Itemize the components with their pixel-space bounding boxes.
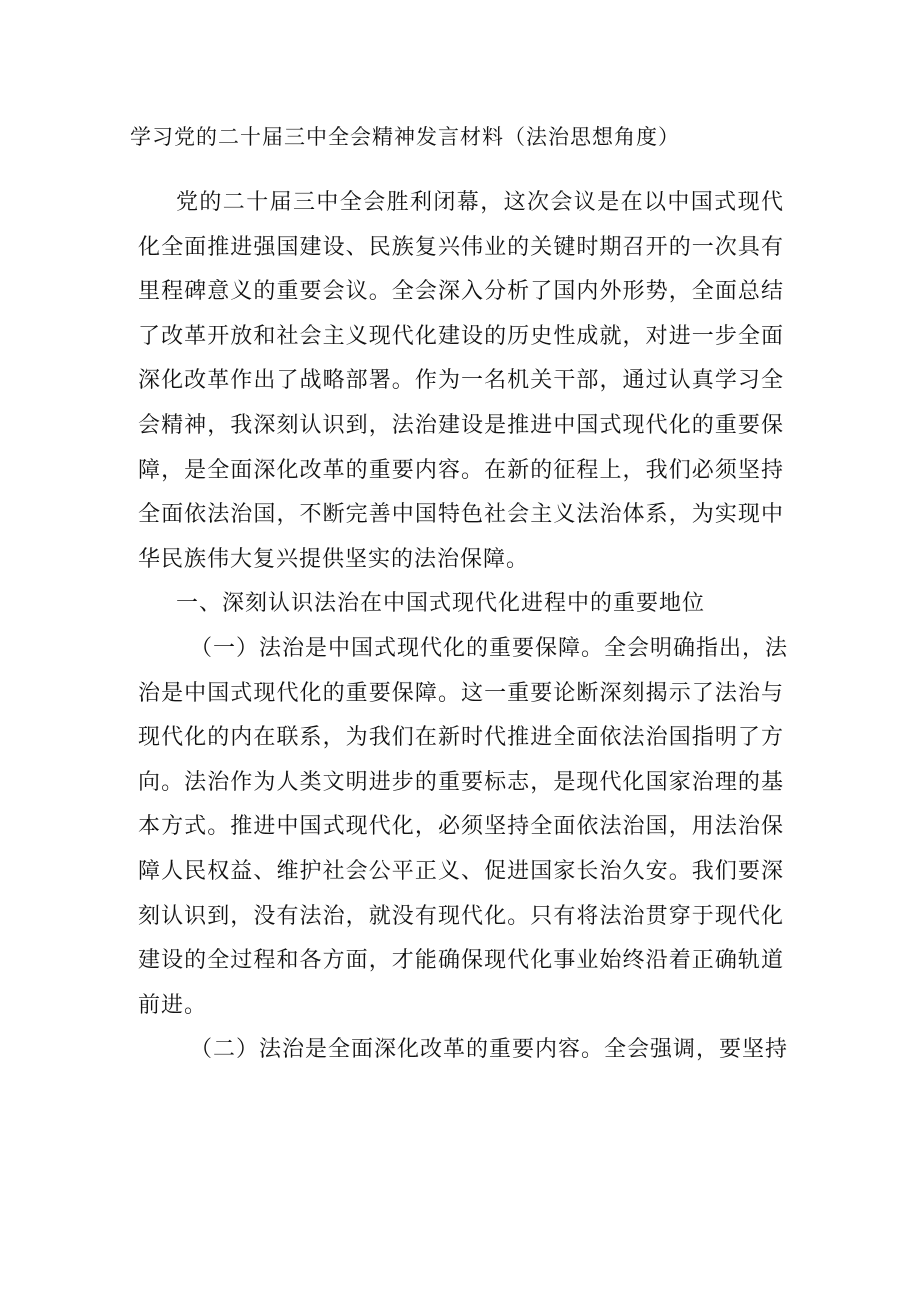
paragraph-line: 向。法治作为人类文明进步的重要标志，是现代化国家治理的基 [138,769,784,795]
paragraph-line: 里程碑意义的重要会议。全会深入分析了国内外形势，全面总结 [138,279,784,305]
paragraph-line: 前进。 [138,992,208,1018]
document-body [138,184,789,1076]
paragraph-line: 治是中国式现代化的重要保障。这一重要论断深刻揭示了法治与 [138,680,784,706]
paragraph-line: 化全面推进强国建设、民族复兴伟业的关键时期召开的一次具有 [138,234,784,260]
paragraph-line: 障人民权益、维护社会公平正义、促进国家长治久安。我们要深 [138,858,784,884]
paragraph-line: 党的二十届三中全会胜利闭幕，这次会议是在以中国式现代 [176,190,784,215]
paragraph-line: 建设的全过程和各方面，才能确保现代化事业始终沿着正确轨道 [138,948,784,974]
paragraph-line: 全面依法治国，不断完善中国特色社会主义法治体系，为实现中 [138,502,784,528]
subsection-line: （二）法治是全面深化改革的重要内容。全会强调，要坚持 [190,1037,789,1063]
paragraph-line: 障，是全面深化改革的重要内容。在新的征程上，我们必须坚持 [138,457,784,483]
paragraph-line: 深化改革作出了战略部署。作为一名机关干部，通过认真学习全 [138,368,784,394]
document-title: 学习党的二十届三中全会精神发言材料（法治思想角度） [130,125,680,149]
paragraph-line: 现代化的内在联系，为我们在新时代推进全面依法治国指明了方 [138,725,784,751]
paragraph-line: 本方式。推进中国式现代化，必须坚持全面依法治国，用法治保 [138,814,784,840]
paragraph-line: 刻认识到，没有法治，就没有现代化。只有将法治贯穿于现代化 [138,903,784,929]
paragraph-line: 华民族伟大复兴提供坚实的法治保障。 [138,546,530,572]
subsection-line: （一）法治是中国式现代化的重要保障。全会明确指出，法 [190,635,789,661]
paragraph-line: 会精神，我深刻认识到，法治建设是推进中国式现代化的重要保 [138,412,784,438]
paragraph-line: 了改革开放和社会主义现代化建设的历史性成就，对进一步全面 [138,323,784,349]
section-heading: 一、深刻认识法治在中国式现代化进程中的重要地位 [176,591,706,617]
